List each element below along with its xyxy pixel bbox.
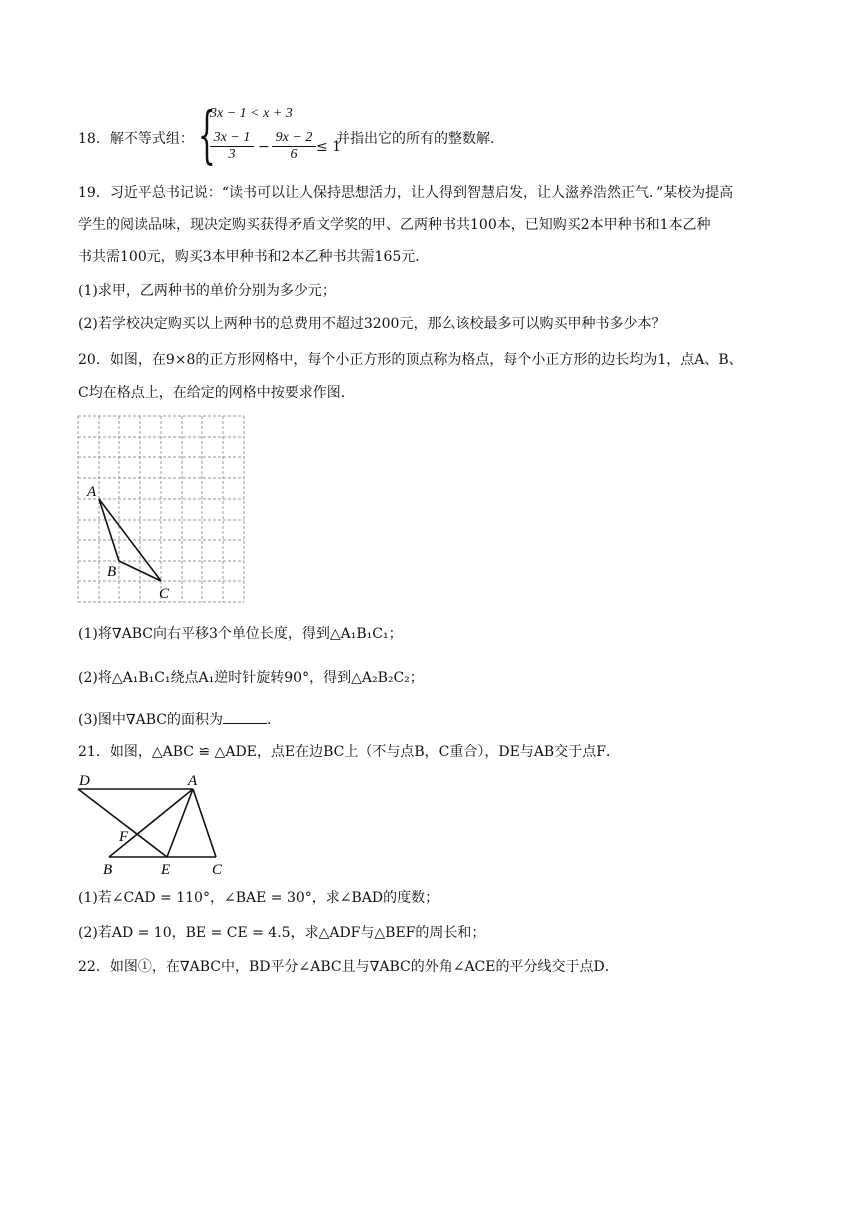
q18-fraction-1-numerator: 3x − 1	[210, 130, 254, 147]
q21-figure	[70, 768, 235, 878]
q18-leq-one: ≤ 1	[316, 139, 342, 155]
brace-icon: {	[198, 98, 216, 171]
label-d: D	[79, 773, 90, 789]
q20-part-3-period: .	[266, 712, 272, 728]
q18-fraction-2	[272, 130, 316, 163]
q18-fraction-2-numerator: 9x − 2	[272, 130, 316, 147]
q18-inequality-system	[198, 98, 342, 174]
q21-part-1: (1)若∠CAD = 110°，∠BAE = 30°，求∠BAD的度数；	[78, 890, 440, 906]
q19-line-1: 19．习近平总书记说：“读书可以让人保持思想活力，让人得到智慧启发，让人滋养浩然正气．”某校为提高	[78, 185, 734, 201]
answer-blank[interactable]	[223, 709, 267, 724]
label-e: E	[161, 862, 171, 878]
label-a: A	[87, 484, 97, 500]
q20-part-3	[78, 709, 271, 730]
q18-suffix: 并指出它的所有的整数解.	[336, 131, 495, 147]
q18-inequality-1: 3x − 1 < x + 3	[210, 106, 293, 121]
label-b: B	[107, 564, 117, 580]
q18-prefix: 18．解不等式组：	[78, 131, 194, 147]
q20-part-1: (1)将∇ABC向右平移3个单位长度，得到△A₁B₁C₁；	[78, 626, 403, 642]
q19-part-1: (1)求甲，乙两种书的单价分别为多少元；	[78, 283, 336, 299]
q19-line-2: 学生的阅读品味，现决定购买获得矛盾文学奖的甲、乙两种书共100本，已知购买2本甲种书和1本乙种	[78, 217, 711, 233]
label-f: F	[119, 829, 129, 845]
q20-line-2: C均在格点上，在给定的网格中按要求作图．	[78, 385, 355, 401]
q20-part-2: (2)将△A₁B₁C₁绕点A₁逆时针旋转90°，得到△A₂B₂C₂；	[78, 670, 424, 686]
q20-grid-figure	[70, 408, 255, 608]
q18-minus-sign: −	[258, 139, 270, 155]
q20-part-3-text: (3)图中∇ABC的面积为	[78, 712, 223, 728]
q21-line-1: 21．如图，△ABC ≌ △ADE，点E在边BC上（不与点B，C重合），DE与AB交于点F．	[78, 744, 620, 760]
q20-line-1: 20．如图，在9×8的正方形网格中，每个小正方形的顶点称为格点，每个小正方形的边长均为1，点A、B、	[78, 352, 743, 368]
q18-fraction-2-denominator: 6	[290, 147, 298, 162]
q19-line-3: 书共需100元，购买3本甲种书和2本乙种书共需165元．	[78, 249, 430, 265]
q18-fraction-1	[210, 130, 254, 163]
q18-fraction-1-denominator: 3	[228, 147, 236, 162]
q22-line-1: 22．如图①，在∇ABC中，BD平分∠ABC且与∇ABC的外角∠ACE的平分线交于点D．	[78, 959, 619, 975]
label-c: C	[159, 586, 170, 602]
q19-part-2: (2)若学校决定购买以上两种书的总费用不超过3200元，那么该校最多可以购买甲种书多少本？	[78, 316, 666, 332]
segment-ac	[193, 789, 216, 857]
q21-part-2: (2)若AD = 10，BE = CE = 4.5，求△ADF与△BEF的周长和；	[78, 925, 486, 941]
label-a: A	[188, 773, 198, 789]
label-c: C	[212, 862, 223, 878]
label-b: B	[103, 862, 113, 878]
